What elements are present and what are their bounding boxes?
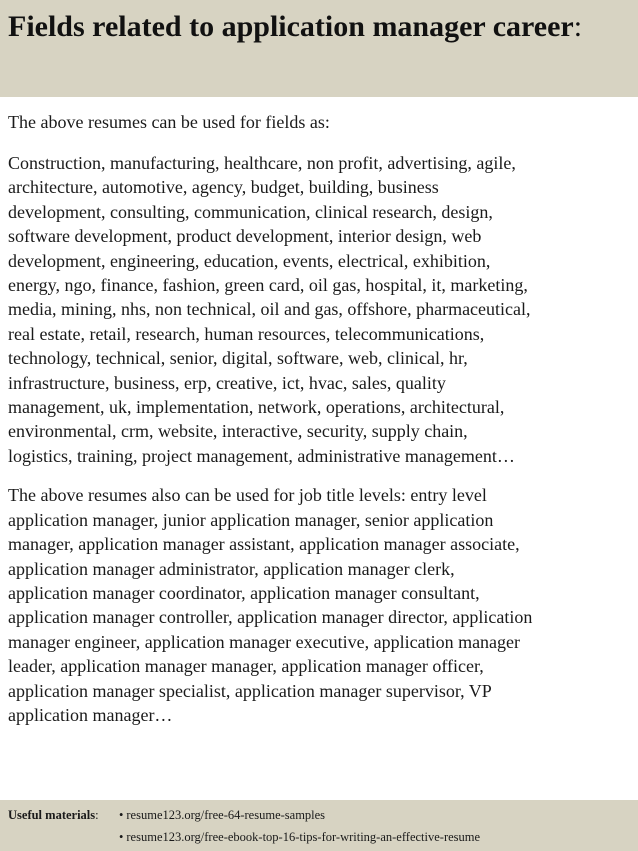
useful-materials-label-text: Useful materials <box>8 808 96 822</box>
page-title-text: Fields related to application manager career <box>8 10 574 43</box>
page-title <box>8 6 630 48</box>
footer-row-2 <box>8 826 630 848</box>
fields-intro: The above resumes can be used for fields as: <box>8 112 330 132</box>
main-content <box>8 110 632 727</box>
useful-materials-label-colon: : <box>95 808 99 822</box>
footer-row-1 <box>8 804 630 826</box>
resume-samples-link[interactable]: resume123.org/free-64-resume-samples <box>126 808 326 822</box>
useful-materials-footer <box>0 800 638 851</box>
useful-materials-label <box>8 804 119 826</box>
page-title-colon: : <box>573 10 583 43</box>
bullet-icon: • <box>119 808 124 822</box>
fields-list: Construction, manufacturing, healthcare, non profit, advertising, agile, architecture, automotive, agency, budget, building, business development, consulting, communication, clinical research, design, software development, product development, interior design, web development, engineering, education, events, electrical, exhibition, energy, ngo, finance, fashion, green card, oil gas, hospital, it, marketing, media, mining, nhs, non technical, oil and gas, offshore, pharmaceutical, real estate, retail, research, human resources, telecommunications, technology, technical, senior, digital, software, web, clinical, hr, infrastructure, business, erp, creative, ict, hvac, sales, quality management, uk, implementation, network, operations, architectural, environmental, crm, website, interactive, security, supply chain, logistics, training, project management, administrative management… <box>8 153 531 466</box>
job-levels-paragraph: The above resumes also can be used for job title levels: entry level application manager, junior application manager, senior application manager, application manager assistant, application manager associate, application manager administrator, application manager clerk, application manager coordinator, application manager consultant, application manager controller, application manager director, application manager engineer, application manager executive, application manager leader, application manager manager, application manager officer, application manager specialist, application manager supervisor, VP application manager… <box>8 485 533 725</box>
bullet-icon: • <box>119 830 124 844</box>
footer-label-spacer <box>8 826 119 848</box>
resume-ebook-link[interactable]: resume123.org/free-ebook-top-16-tips-for-writing-an-effective-resume <box>126 830 481 844</box>
title-banner <box>0 0 638 97</box>
